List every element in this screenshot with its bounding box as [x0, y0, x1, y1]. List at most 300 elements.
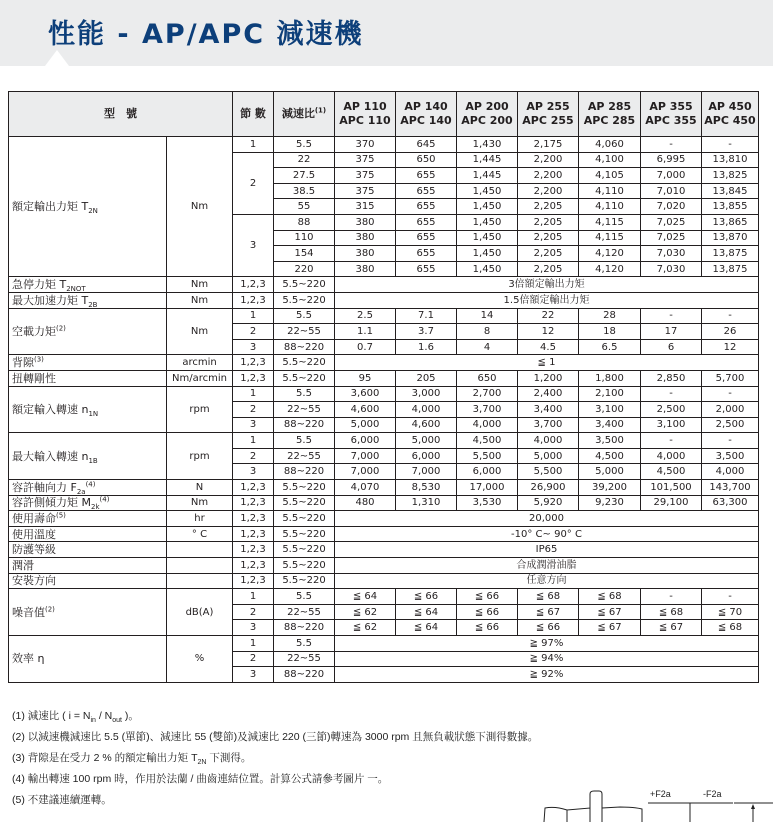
- value-cell: ≦ 64: [335, 589, 396, 605]
- header-model: AP 140 APC 140: [396, 92, 457, 137]
- value-cell: 7,030: [641, 261, 702, 277]
- value-cell: 5,700: [702, 370, 759, 386]
- unit-cell: Nm: [167, 292, 233, 308]
- value-cell: ≦ 64: [396, 604, 457, 620]
- value-cell: -: [641, 433, 702, 449]
- ratio-cell: 5.5~220: [274, 511, 335, 527]
- footnote-3: (3) 背隙是在受力 2 % 的額定輸出力矩 $T_{2N}$ 下測得。: [12, 752, 252, 767]
- value-cell: 5,000: [579, 464, 641, 480]
- ratio-cell: 22~55: [274, 402, 335, 418]
- value-cell: 4,120: [579, 246, 641, 262]
- merged-value-cell: ≧ 97%: [335, 636, 759, 652]
- ratio-cell: 5.5~220: [274, 370, 335, 386]
- ratio-cell: 154: [274, 246, 335, 262]
- value-cell: 5,500: [518, 464, 579, 480]
- value-cell: 2,205: [518, 246, 579, 262]
- value-cell: -: [702, 386, 759, 402]
- value-cell: 315: [335, 199, 396, 215]
- value-cell: 2,205: [518, 199, 579, 215]
- ratio-cell: 88: [274, 214, 335, 230]
- stage-cell: 1,2,3: [233, 480, 274, 496]
- value-cell: 7,025: [641, 230, 702, 246]
- value-cell: ≦ 68: [518, 589, 579, 605]
- ratio-cell: 88~220: [274, 667, 335, 683]
- merged-value-cell: 3倍額定輸出力矩: [335, 277, 759, 293]
- stage-cell: 3: [233, 417, 274, 433]
- value-cell: 1,450: [457, 230, 518, 246]
- stage-cell: 1: [233, 636, 274, 652]
- value-cell: 375: [335, 183, 396, 199]
- footnote-1: (1) 減速比 ( $i = N_{in} / N_{out}$ )。: [12, 710, 139, 725]
- header-model: AP 110 APC 110: [335, 92, 396, 137]
- value-cell: 12: [518, 324, 579, 340]
- stage-cell: 1,2,3: [233, 558, 274, 574]
- table-row: [9, 558, 759, 574]
- value-cell: ≦ 66: [518, 620, 579, 636]
- value-cell: 6.5: [579, 339, 641, 355]
- value-cell: 17,000: [457, 480, 518, 496]
- table-row: [9, 511, 759, 527]
- value-cell: 2,700: [457, 386, 518, 402]
- value-cell: 5,920: [518, 495, 579, 511]
- value-cell: -: [641, 589, 702, 605]
- minus-f2a-label: -F2a: [703, 789, 722, 799]
- value-cell: 17: [641, 324, 702, 340]
- value-cell: 7,000: [335, 448, 396, 464]
- value-cell: 3,100: [579, 402, 641, 418]
- value-cell: -: [702, 433, 759, 449]
- table-row: [9, 526, 759, 542]
- value-cell: 13,875: [702, 246, 759, 262]
- stage-cell: 1: [233, 433, 274, 449]
- merged-value-cell: IP65: [335, 542, 759, 558]
- unit-cell: ° C: [167, 526, 233, 542]
- stage-cell: 3: [233, 667, 274, 683]
- value-cell: ≦ 67: [579, 620, 641, 636]
- header-ratio: 減速比$^{(1)}$: [274, 92, 335, 137]
- value-cell: 2,400: [518, 386, 579, 402]
- value-cell: 1,200: [518, 370, 579, 386]
- row-label: 扭轉剛性: [9, 370, 167, 386]
- plus-f2a-label: +F2a: [650, 789, 671, 799]
- value-cell: 4,115: [579, 214, 641, 230]
- table-row: [9, 355, 759, 371]
- value-cell: 4.5: [518, 339, 579, 355]
- value-cell: 3,600: [335, 386, 396, 402]
- value-cell: 6,000: [396, 448, 457, 464]
- value-cell: ≦ 66: [457, 589, 518, 605]
- value-cell: 13,845: [702, 183, 759, 199]
- value-cell: 655: [396, 246, 457, 262]
- header-stages: 節 數: [233, 92, 274, 137]
- footnote-5: (5) 不建議連續運轉。: [12, 794, 112, 806]
- value-cell: 2,205: [518, 261, 579, 277]
- value-cell: 13,855: [702, 199, 759, 215]
- unit-cell: Nm: [167, 277, 233, 293]
- row-label: 容許軸向力 $F_{2a}^{(4)}$: [9, 480, 167, 496]
- stage-cell: 1,2,3: [233, 511, 274, 527]
- stage-cell: 1: [233, 308, 274, 324]
- value-cell: 1,445: [457, 152, 518, 168]
- value-cell: 655: [396, 199, 457, 215]
- value-cell: 4,500: [579, 448, 641, 464]
- value-cell: 7,030: [641, 246, 702, 262]
- value-cell: 5,000: [396, 433, 457, 449]
- value-cell: 0.7: [335, 339, 396, 355]
- unit-cell: rpm: [167, 433, 233, 480]
- ratio-cell: 88~220: [274, 417, 335, 433]
- value-cell: 7.1: [396, 308, 457, 324]
- ratio-cell: 110: [274, 230, 335, 246]
- ratio-cell: 5.5: [274, 137, 335, 153]
- value-cell: 7,025: [641, 214, 702, 230]
- value-cell: 4,115: [579, 230, 641, 246]
- unit-cell: Nm: [167, 308, 233, 355]
- value-cell: 650: [396, 152, 457, 168]
- ratio-cell: 5.5: [274, 636, 335, 652]
- table-row: [9, 370, 759, 386]
- value-cell: 655: [396, 230, 457, 246]
- value-cell: 18: [579, 324, 641, 340]
- value-cell: -: [702, 137, 759, 153]
- value-cell: 22: [518, 308, 579, 324]
- value-cell: 4: [457, 339, 518, 355]
- table-row: [9, 542, 759, 558]
- value-cell: 2.5: [335, 308, 396, 324]
- value-cell: 101,500: [641, 480, 702, 496]
- value-cell: 7,000: [396, 464, 457, 480]
- value-cell: 655: [396, 183, 457, 199]
- value-cell: 1,800: [579, 370, 641, 386]
- value-cell: ≦ 68: [641, 604, 702, 620]
- ratio-cell: 5.5~220: [274, 573, 335, 589]
- value-cell: -: [641, 386, 702, 402]
- value-cell: 3,500: [702, 448, 759, 464]
- value-cell: 3,700: [518, 417, 579, 433]
- value-cell: -: [702, 589, 759, 605]
- value-cell: 5,500: [457, 448, 518, 464]
- force-diagram: [520, 770, 773, 822]
- table-row: [9, 589, 759, 605]
- ratio-cell: 5.5~220: [274, 355, 335, 371]
- unit-cell: rpm: [167, 386, 233, 433]
- value-cell: -: [641, 137, 702, 153]
- stage-cell: 3: [233, 214, 274, 276]
- gearbox-outline: [544, 791, 642, 822]
- ratio-cell: 5.5~220: [274, 495, 335, 511]
- value-cell: 1,450: [457, 199, 518, 215]
- stage-cell: 1,2,3: [233, 370, 274, 386]
- value-cell: 480: [335, 495, 396, 511]
- value-cell: 13,870: [702, 230, 759, 246]
- header-type: 型 號: [9, 92, 233, 137]
- value-cell: 8: [457, 324, 518, 340]
- ratio-cell: 55: [274, 199, 335, 215]
- ratio-cell: 5.5~220: [274, 480, 335, 496]
- merged-value-cell: 1.5倍額定輸出力矩: [335, 292, 759, 308]
- table-row: [9, 480, 759, 496]
- spec-table: [8, 91, 759, 683]
- ratio-cell: 22~55: [274, 651, 335, 667]
- stage-cell: 2: [233, 448, 274, 464]
- value-cell: 39,200: [579, 480, 641, 496]
- ratio-cell: 5.5~220: [274, 542, 335, 558]
- row-label: 額定輸入轉速 $n_{1N}$: [9, 386, 167, 433]
- stage-cell: 2: [233, 402, 274, 418]
- value-cell: 375: [335, 152, 396, 168]
- value-cell: 3,000: [396, 386, 457, 402]
- value-cell: ≦ 68: [579, 589, 641, 605]
- row-label: 背隙$^{(3)}$: [9, 355, 167, 371]
- row-label: 額定輸出力矩 $T_{2N}$: [9, 137, 167, 277]
- ratio-cell: 88~220: [274, 620, 335, 636]
- value-cell: 655: [396, 214, 457, 230]
- ratio-cell: 5.5~220: [274, 292, 335, 308]
- ratio-cell: 5.5~220: [274, 277, 335, 293]
- table-row: [9, 573, 759, 589]
- stage-cell: 2: [233, 604, 274, 620]
- unit-cell: [167, 542, 233, 558]
- ratio-cell: 22~55: [274, 324, 335, 340]
- ratio-cell: 88~220: [274, 339, 335, 355]
- value-cell: ≦ 70: [702, 604, 759, 620]
- footnote-2: (2) 以減速機減速比 5.5 (單節)、減速比 55 (雙節)及減速比 220 (三節)轉速為 3000 rpm 且無負載狀態下測得數據。: [12, 731, 539, 743]
- merged-value-cell: 合成潤滑油脂: [335, 558, 759, 574]
- header-model: AP 355 APC 355: [641, 92, 702, 137]
- value-cell: 2,100: [579, 386, 641, 402]
- value-cell: 5,000: [518, 448, 579, 464]
- row-label: 使用壽命$^{(5)}$: [9, 511, 167, 527]
- value-cell: 2,200: [518, 183, 579, 199]
- ratio-cell: 88~220: [274, 464, 335, 480]
- value-cell: 2,205: [518, 214, 579, 230]
- value-cell: 1,430: [457, 137, 518, 153]
- unit-cell: hr: [167, 511, 233, 527]
- row-label: 效率 η: [9, 636, 167, 683]
- stage-cell: 1,2,3: [233, 495, 274, 511]
- ratio-cell: 220: [274, 261, 335, 277]
- value-cell: -: [641, 308, 702, 324]
- value-cell: 645: [396, 137, 457, 153]
- value-cell: 4,600: [335, 402, 396, 418]
- ratio-cell: 27.5: [274, 168, 335, 184]
- header-model: AP 450 APC 450: [702, 92, 759, 137]
- value-cell: 380: [335, 246, 396, 262]
- arrow-head-icon: [751, 804, 755, 809]
- stage-cell: 2: [233, 152, 274, 214]
- value-cell: 4,600: [396, 417, 457, 433]
- value-cell: 650: [457, 370, 518, 386]
- table-row: [9, 292, 759, 308]
- value-cell: 13,825: [702, 168, 759, 184]
- value-cell: 28: [579, 308, 641, 324]
- stage-cell: 1: [233, 386, 274, 402]
- value-cell: 3,500: [579, 433, 641, 449]
- header-notch: [45, 50, 69, 66]
- unit-cell: N: [167, 480, 233, 496]
- row-label: 潤滑: [9, 558, 167, 574]
- ratio-cell: 5.5: [274, 589, 335, 605]
- row-label: 最大加速力矩 $T_{2B}$: [9, 292, 167, 308]
- value-cell: 205: [396, 370, 457, 386]
- value-cell: ≦ 67: [579, 604, 641, 620]
- header-model: AP 285 APC 285: [579, 92, 641, 137]
- stage-cell: 1,2,3: [233, 277, 274, 293]
- value-cell: 2,500: [702, 417, 759, 433]
- value-cell: 2,205: [518, 230, 579, 246]
- stage-cell: 2: [233, 324, 274, 340]
- value-cell: ≦ 66: [457, 604, 518, 620]
- value-cell: 380: [335, 261, 396, 277]
- merged-value-cell: 20,000: [335, 511, 759, 527]
- row-label: 防護等級: [9, 542, 167, 558]
- unit-cell: arcmin: [167, 355, 233, 371]
- merged-value-cell: ≦ 1: [335, 355, 759, 371]
- value-cell: 375: [335, 168, 396, 184]
- table-row: [9, 636, 759, 652]
- table-row: [9, 137, 759, 153]
- value-cell: 4,000: [518, 433, 579, 449]
- value-cell: 3.7: [396, 324, 457, 340]
- value-cell: 7,000: [641, 168, 702, 184]
- value-cell: 5,000: [335, 417, 396, 433]
- value-cell: 3,400: [518, 402, 579, 418]
- value-cell: 4,100: [579, 152, 641, 168]
- unit-cell: %: [167, 636, 233, 683]
- row-label: 使用溫度: [9, 526, 167, 542]
- value-cell: 2,850: [641, 370, 702, 386]
- ratio-cell: 5.5: [274, 308, 335, 324]
- merged-value-cell: ≧ 94%: [335, 651, 759, 667]
- value-cell: 1,310: [396, 495, 457, 511]
- ratio-cell: 22~55: [274, 448, 335, 464]
- stage-cell: 1: [233, 589, 274, 605]
- value-cell: 1.6: [396, 339, 457, 355]
- value-cell: 1,450: [457, 246, 518, 262]
- row-label: 噪音值$^{(2)}$: [9, 589, 167, 636]
- unit-cell: [167, 558, 233, 574]
- value-cell: 2,500: [641, 402, 702, 418]
- value-cell: 4,110: [579, 183, 641, 199]
- value-cell: 14: [457, 308, 518, 324]
- row-label: 空載力矩$^{(2)}$: [9, 308, 167, 355]
- table-row: [9, 386, 759, 402]
- ratio-cell: 22~55: [274, 604, 335, 620]
- stage-cell: 3: [233, 620, 274, 636]
- value-cell: ≦ 67: [641, 620, 702, 636]
- ratio-cell: 5.5~220: [274, 526, 335, 542]
- unit-cell: [167, 573, 233, 589]
- value-cell: 655: [396, 261, 457, 277]
- value-cell: 29,100: [641, 495, 702, 511]
- ratio-cell: 5.5: [274, 386, 335, 402]
- value-cell: 1.1: [335, 324, 396, 340]
- value-cell: 4,500: [641, 464, 702, 480]
- value-cell: 4,500: [457, 433, 518, 449]
- unit-cell: dB(A): [167, 589, 233, 636]
- value-cell: 380: [335, 214, 396, 230]
- value-cell: 6,995: [641, 152, 702, 168]
- table-row: [9, 433, 759, 449]
- value-cell: 2,200: [518, 168, 579, 184]
- stage-cell: 1,2,3: [233, 573, 274, 589]
- value-cell: 4,110: [579, 199, 641, 215]
- row-label: 安裝方向: [9, 573, 167, 589]
- value-cell: 2,200: [518, 152, 579, 168]
- stage-cell: 1: [233, 137, 274, 153]
- value-cell: 3,530: [457, 495, 518, 511]
- value-cell: 1,450: [457, 214, 518, 230]
- value-cell: 4,105: [579, 168, 641, 184]
- table-row: [9, 495, 759, 511]
- value-cell: ≦ 66: [396, 589, 457, 605]
- table-row: [9, 308, 759, 324]
- row-label: 容許側傾力矩 $M_{2k}^{(4)}$: [9, 495, 167, 511]
- value-cell: 4,060: [579, 137, 641, 153]
- value-cell: 370: [335, 137, 396, 153]
- row-label: 急停力矩 $T_{2NOT}$: [9, 277, 167, 293]
- value-cell: 8,530: [396, 480, 457, 496]
- value-cell: 655: [396, 168, 457, 184]
- value-cell: 12: [702, 339, 759, 355]
- stage-cell: 1,2,3: [233, 526, 274, 542]
- stage-cell: 1,2,3: [233, 292, 274, 308]
- value-cell: ≦ 62: [335, 620, 396, 636]
- ratio-cell: 5.5~220: [274, 558, 335, 574]
- value-cell: 13,875: [702, 261, 759, 277]
- unit-cell: Nm: [167, 137, 233, 277]
- header-model: AP 255 APC 255: [518, 92, 579, 137]
- value-cell: ≦ 64: [396, 620, 457, 636]
- stage-cell: 1,2,3: [233, 355, 274, 371]
- value-cell: 6,000: [457, 464, 518, 480]
- header-model: AP 200 APC 200: [457, 92, 518, 137]
- value-cell: ≦ 67: [518, 604, 579, 620]
- value-cell: 7,010: [641, 183, 702, 199]
- value-cell: 1,445: [457, 168, 518, 184]
- value-cell: 4,000: [457, 417, 518, 433]
- value-cell: 3,700: [457, 402, 518, 418]
- row-label: 最大輸入轉速 $n_{1B}$: [9, 433, 167, 480]
- value-cell: ≦ 66: [457, 620, 518, 636]
- stage-cell: 3: [233, 464, 274, 480]
- value-cell: 26: [702, 324, 759, 340]
- stage-cell: 1,2,3: [233, 542, 274, 558]
- ratio-cell: 22: [274, 152, 335, 168]
- value-cell: -: [702, 308, 759, 324]
- value-cell: 1,450: [457, 183, 518, 199]
- merged-value-cell: ≧ 92%: [335, 667, 759, 683]
- page-title: 性能 - AP/APC 減速機: [48, 19, 364, 50]
- value-cell: 1,450: [457, 261, 518, 277]
- footnotes: [12, 708, 538, 813]
- unit-cell: Nm/arcmin: [167, 370, 233, 386]
- value-cell: 9,230: [579, 495, 641, 511]
- merged-value-cell: 任意方向: [335, 573, 759, 589]
- value-cell: 13,865: [702, 214, 759, 230]
- unit-cell: Nm: [167, 495, 233, 511]
- value-cell: 4,000: [702, 464, 759, 480]
- value-cell: 2,175: [518, 137, 579, 153]
- value-cell: 95: [335, 370, 396, 386]
- ratio-cell: 5.5: [274, 433, 335, 449]
- value-cell: 4,120: [579, 261, 641, 277]
- ratio-cell: 38.5: [274, 183, 335, 199]
- stage-cell: 3: [233, 339, 274, 355]
- value-cell: ≦ 68: [702, 620, 759, 636]
- value-cell: 143,700: [702, 480, 759, 496]
- table-row: [9, 277, 759, 293]
